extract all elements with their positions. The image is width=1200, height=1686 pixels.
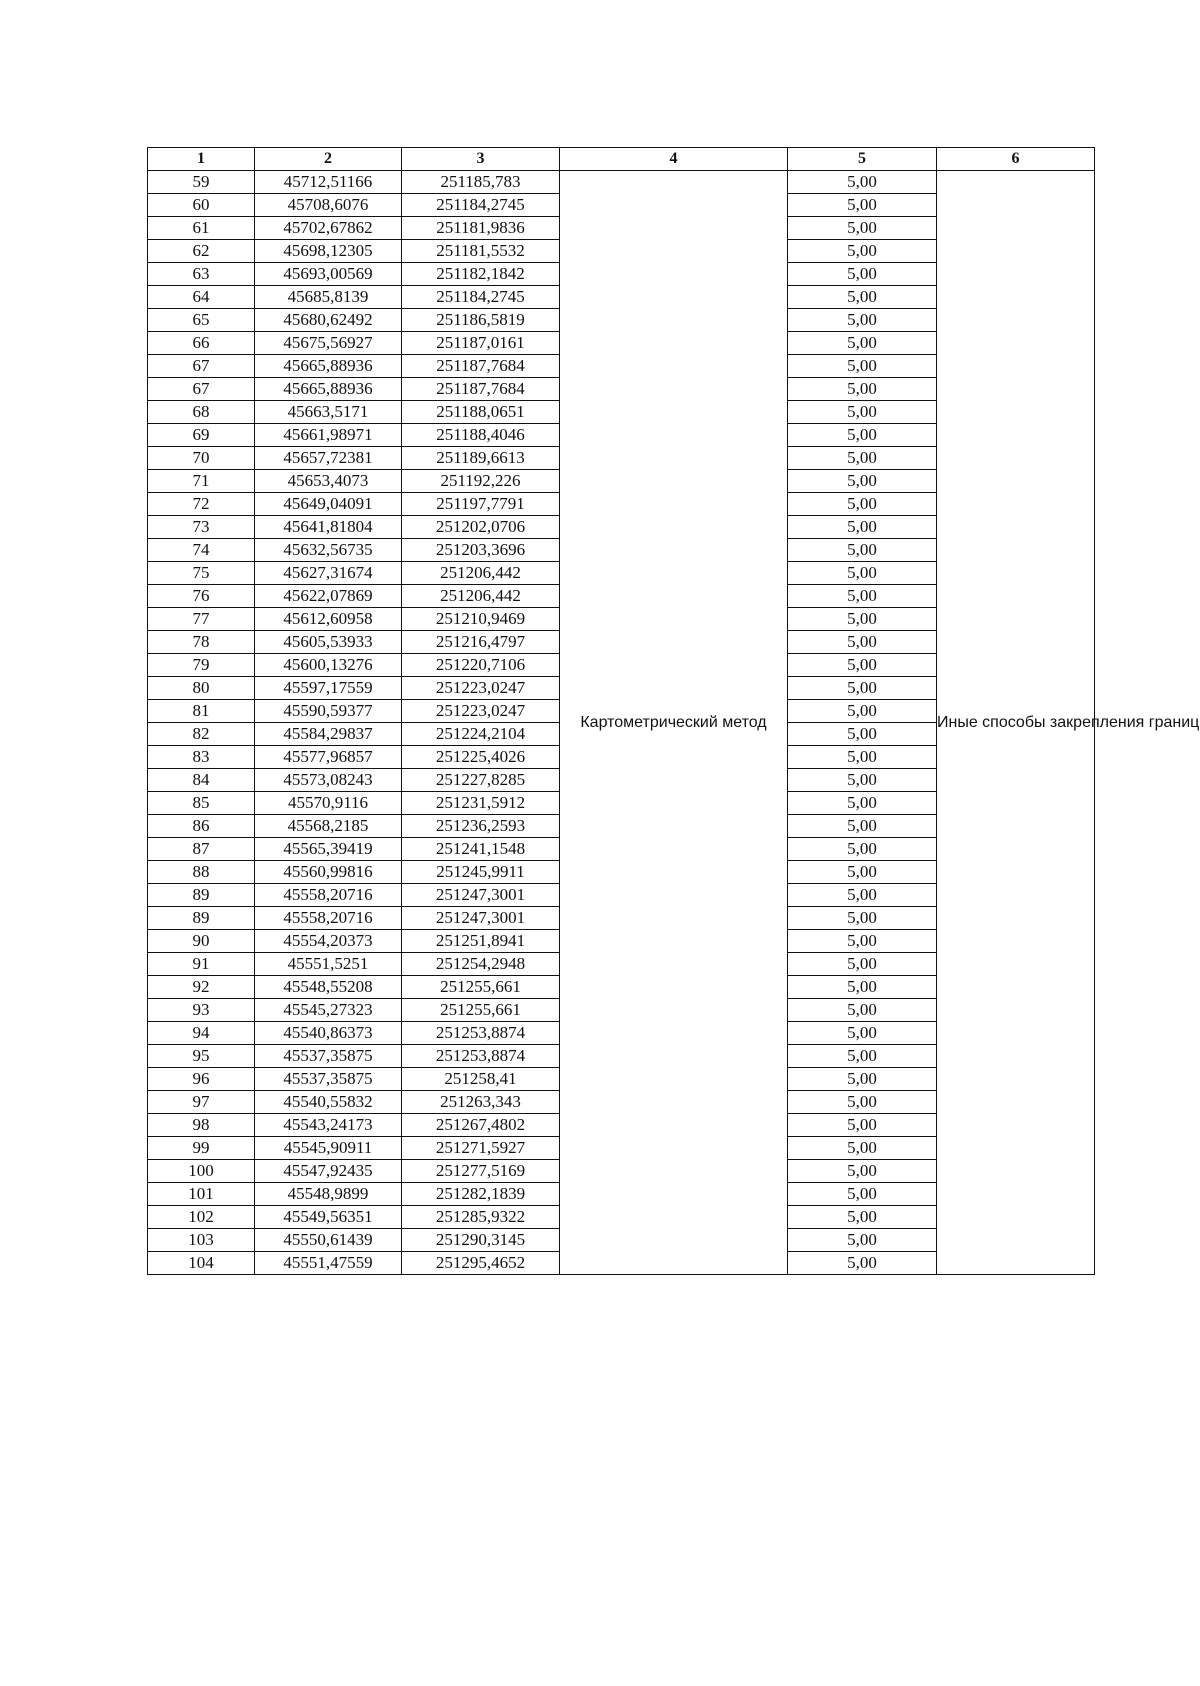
x-coordinate-cell: 45590,59377 <box>255 700 402 723</box>
y-coordinate-cell: 251220,7106 <box>402 654 560 677</box>
accuracy-cell: 5,00 <box>788 470 937 493</box>
accuracy-cell: 5,00 <box>788 838 937 861</box>
x-coordinate-cell: 45577,96857 <box>255 746 402 769</box>
point-number-cell: 86 <box>148 815 255 838</box>
x-coordinate-cell: 45665,88936 <box>255 355 402 378</box>
x-coordinate-cell: 45540,86373 <box>255 1022 402 1045</box>
table-body <box>148 171 1200 1275</box>
accuracy-cell: 5,00 <box>788 493 937 516</box>
point-number-cell: 96 <box>148 1068 255 1091</box>
point-number-cell: 97 <box>148 1091 255 1114</box>
point-number-cell: 67 <box>148 355 255 378</box>
point-number-cell: 90 <box>148 930 255 953</box>
x-coordinate-cell: 45573,08243 <box>255 769 402 792</box>
point-number-cell: 81 <box>148 700 255 723</box>
x-coordinate-cell: 45702,67862 <box>255 217 402 240</box>
accuracy-cell: 5,00 <box>788 1229 937 1252</box>
point-number-cell: 100 <box>148 1160 255 1183</box>
x-coordinate-cell: 45545,27323 <box>255 999 402 1022</box>
header-cell: 3 <box>402 148 560 171</box>
accuracy-cell: 5,00 <box>788 309 937 332</box>
accuracy-cell: 5,00 <box>788 539 937 562</box>
header-cell: 2 <box>255 148 402 171</box>
coordinates-table <box>147 147 1200 1275</box>
accuracy-cell: 5,00 <box>788 746 937 769</box>
accuracy-cell: 5,00 <box>788 1068 937 1091</box>
x-coordinate-cell: 45551,47559 <box>255 1252 402 1275</box>
point-number-cell: 76 <box>148 585 255 608</box>
point-number-cell: 94 <box>148 1022 255 1045</box>
accuracy-cell: 5,00 <box>788 654 937 677</box>
y-coordinate-cell: 251187,7684 <box>402 355 560 378</box>
y-coordinate-cell: 251188,0651 <box>402 401 560 424</box>
y-coordinate-cell: 251255,661 <box>402 999 560 1022</box>
x-coordinate-cell: 45597,17559 <box>255 677 402 700</box>
x-coordinate-cell: 45663,5171 <box>255 401 402 424</box>
accuracy-cell: 5,00 <box>788 930 937 953</box>
x-coordinate-cell: 45550,61439 <box>255 1229 402 1252</box>
point-number-cell: 67 <box>148 378 255 401</box>
y-coordinate-cell: 251206,442 <box>402 585 560 608</box>
x-coordinate-cell: 45657,72381 <box>255 447 402 470</box>
table-row <box>148 171 1095 194</box>
point-number-cell: 73 <box>148 516 255 539</box>
x-coordinate-cell: 45537,35875 <box>255 1045 402 1068</box>
x-coordinate-cell: 45708,6076 <box>255 194 402 217</box>
point-number-cell: 60 <box>148 194 255 217</box>
x-coordinate-cell: 45641,81804 <box>255 516 402 539</box>
accuracy-cell: 5,00 <box>788 332 937 355</box>
y-coordinate-cell: 251285,9322 <box>402 1206 560 1229</box>
y-coordinate-cell: 251188,4046 <box>402 424 560 447</box>
header-cell: 6 <box>937 148 1095 171</box>
x-coordinate-cell: 45558,20716 <box>255 884 402 907</box>
y-coordinate-cell: 251189,6613 <box>402 447 560 470</box>
point-number-cell: 101 <box>148 1183 255 1206</box>
y-coordinate-cell: 251253,8874 <box>402 1022 560 1045</box>
point-number-cell: 93 <box>148 999 255 1022</box>
accuracy-cell: 5,00 <box>788 1114 937 1137</box>
accuracy-cell: 5,00 <box>788 861 937 884</box>
accuracy-cell: 5,00 <box>788 424 937 447</box>
x-coordinate-cell: 45627,31674 <box>255 562 402 585</box>
x-coordinate-cell: 45600,13276 <box>255 654 402 677</box>
x-coordinate-cell: 45712,51166 <box>255 171 402 194</box>
accuracy-cell: 5,00 <box>788 1252 937 1275</box>
y-coordinate-cell: 251187,7684 <box>402 378 560 401</box>
x-coordinate-cell: 45549,56351 <box>255 1206 402 1229</box>
y-coordinate-cell: 251282,1839 <box>402 1183 560 1206</box>
y-coordinate-cell: 251203,3696 <box>402 539 560 562</box>
header-cell: 4 <box>560 148 788 171</box>
y-coordinate-cell: 251216,4797 <box>402 631 560 654</box>
accuracy-cell: 5,00 <box>788 194 937 217</box>
point-number-cell: 98 <box>148 1114 255 1137</box>
accuracy-cell: 5,00 <box>788 999 937 1022</box>
y-coordinate-cell: 251255,661 <box>402 976 560 999</box>
x-coordinate-cell: 45653,4073 <box>255 470 402 493</box>
accuracy-cell: 5,00 <box>788 401 937 424</box>
accuracy-cell: 5,00 <box>788 815 937 838</box>
point-number-cell: 77 <box>148 608 255 631</box>
x-coordinate-cell: 45675,56927 <box>255 332 402 355</box>
point-number-cell: 59 <box>148 171 255 194</box>
y-coordinate-cell: 251223,0247 <box>402 700 560 723</box>
y-coordinate-cell: 251202,0706 <box>402 516 560 539</box>
accuracy-cell: 5,00 <box>788 516 937 539</box>
method-cell: Картометрический метод <box>560 171 788 1275</box>
accuracy-cell: 5,00 <box>788 907 937 930</box>
header-row <box>148 148 1095 171</box>
y-coordinate-cell: 251224,2104 <box>402 723 560 746</box>
y-coordinate-cell: 251251,8941 <box>402 930 560 953</box>
y-coordinate-cell: 251225,4026 <box>402 746 560 769</box>
x-coordinate-cell: 45570,9116 <box>255 792 402 815</box>
x-coordinate-cell: 45693,00569 <box>255 263 402 286</box>
y-coordinate-cell: 251258,41 <box>402 1068 560 1091</box>
y-coordinate-cell: 251236,2593 <box>402 815 560 838</box>
accuracy-cell: 5,00 <box>788 700 937 723</box>
point-number-cell: 79 <box>148 654 255 677</box>
accuracy-cell: 5,00 <box>788 171 937 194</box>
accuracy-cell: 5,00 <box>788 723 937 746</box>
point-number-cell: 78 <box>148 631 255 654</box>
accuracy-cell: 5,00 <box>788 585 937 608</box>
y-coordinate-cell: 251210,9469 <box>402 608 560 631</box>
accuracy-cell: 5,00 <box>788 976 937 999</box>
accuracy-cell: 5,00 <box>788 1022 937 1045</box>
x-coordinate-cell: 45612,60958 <box>255 608 402 631</box>
accuracy-cell: 5,00 <box>788 263 937 286</box>
point-number-cell: 83 <box>148 746 255 769</box>
point-number-cell: 80 <box>148 677 255 700</box>
accuracy-cell: 5,00 <box>788 1091 937 1114</box>
point-number-cell: 91 <box>148 953 255 976</box>
x-coordinate-cell: 45548,55208 <box>255 976 402 999</box>
accuracy-cell: 5,00 <box>788 608 937 631</box>
point-number-cell: 72 <box>148 493 255 516</box>
accuracy-cell: 5,00 <box>788 884 937 907</box>
accuracy-cell: 5,00 <box>788 378 937 401</box>
x-coordinate-cell: 45565,39419 <box>255 838 402 861</box>
y-coordinate-cell: 251187,0161 <box>402 332 560 355</box>
point-number-cell: 102 <box>148 1206 255 1229</box>
point-number-cell: 92 <box>148 976 255 999</box>
accuracy-cell: 5,00 <box>788 1183 937 1206</box>
point-number-cell: 70 <box>148 447 255 470</box>
y-coordinate-cell: 251231,5912 <box>402 792 560 815</box>
x-coordinate-cell: 45685,8139 <box>255 286 402 309</box>
x-coordinate-cell: 45661,98971 <box>255 424 402 447</box>
x-coordinate-cell: 45558,20716 <box>255 907 402 930</box>
header-cell: 5 <box>788 148 937 171</box>
point-number-cell: 89 <box>148 884 255 907</box>
point-number-cell: 71 <box>148 470 255 493</box>
x-coordinate-cell: 45680,62492 <box>255 309 402 332</box>
accuracy-cell: 5,00 <box>788 792 937 815</box>
point-number-cell: 84 <box>148 769 255 792</box>
accuracy-cell: 5,00 <box>788 447 937 470</box>
accuracy-cell: 5,00 <box>788 631 937 654</box>
point-number-cell: 68 <box>148 401 255 424</box>
point-number-cell: 65 <box>148 309 255 332</box>
accuracy-cell: 5,00 <box>788 240 937 263</box>
x-coordinate-cell: 45554,20373 <box>255 930 402 953</box>
y-coordinate-cell: 251277,5169 <box>402 1160 560 1183</box>
point-number-cell: 75 <box>148 562 255 585</box>
x-coordinate-cell: 45547,92435 <box>255 1160 402 1183</box>
point-number-cell: 99 <box>148 1137 255 1160</box>
y-coordinate-cell: 251182,1842 <box>402 263 560 286</box>
accuracy-cell: 5,00 <box>788 1045 937 1068</box>
y-coordinate-cell: 251197,7791 <box>402 493 560 516</box>
y-coordinate-cell: 251241,1548 <box>402 838 560 861</box>
x-coordinate-cell: 45698,12305 <box>255 240 402 263</box>
y-coordinate-cell: 251295,4652 <box>402 1252 560 1275</box>
point-number-cell: 82 <box>148 723 255 746</box>
y-coordinate-cell: 251263,343 <box>402 1091 560 1114</box>
y-coordinate-cell: 251186,5819 <box>402 309 560 332</box>
accuracy-cell: 5,00 <box>788 953 937 976</box>
x-coordinate-cell: 45560,99816 <box>255 861 402 884</box>
point-number-cell: 95 <box>148 1045 255 1068</box>
y-coordinate-cell: 251254,2948 <box>402 953 560 976</box>
accuracy-cell: 5,00 <box>788 1160 937 1183</box>
accuracy-cell: 5,00 <box>788 1206 937 1229</box>
y-coordinate-cell: 251181,5532 <box>402 240 560 263</box>
point-number-cell: 104 <box>148 1252 255 1275</box>
accuracy-cell: 5,00 <box>788 677 937 700</box>
y-coordinate-cell: 251267,4802 <box>402 1114 560 1137</box>
x-coordinate-cell: 45551,5251 <box>255 953 402 976</box>
y-coordinate-cell: 251227,8285 <box>402 769 560 792</box>
y-coordinate-cell: 251181,9836 <box>402 217 560 240</box>
x-coordinate-cell: 45548,9899 <box>255 1183 402 1206</box>
y-coordinate-cell: 251253,8874 <box>402 1045 560 1068</box>
x-coordinate-cell: 45540,55832 <box>255 1091 402 1114</box>
point-number-cell: 63 <box>148 263 255 286</box>
accuracy-cell: 5,00 <box>788 769 937 792</box>
point-number-cell: 61 <box>148 217 255 240</box>
x-coordinate-cell: 45665,88936 <box>255 378 402 401</box>
x-coordinate-cell: 45537,35875 <box>255 1068 402 1091</box>
header-cell: 1 <box>148 148 255 171</box>
y-coordinate-cell: 251206,442 <box>402 562 560 585</box>
fixing-method-cell: Иные способы закрепления границ <box>937 171 1095 1275</box>
point-number-cell: 69 <box>148 424 255 447</box>
accuracy-cell: 5,00 <box>788 1137 937 1160</box>
point-number-cell: 103 <box>148 1229 255 1252</box>
y-coordinate-cell: 251290,3145 <box>402 1229 560 1252</box>
accuracy-cell: 5,00 <box>788 217 937 240</box>
point-number-cell: 85 <box>148 792 255 815</box>
point-number-cell: 64 <box>148 286 255 309</box>
x-coordinate-cell: 45568,2185 <box>255 815 402 838</box>
point-number-cell: 74 <box>148 539 255 562</box>
y-coordinate-cell: 251184,2745 <box>402 194 560 217</box>
point-number-cell: 87 <box>148 838 255 861</box>
x-coordinate-cell: 45545,90911 <box>255 1137 402 1160</box>
accuracy-cell: 5,00 <box>788 562 937 585</box>
accuracy-cell: 5,00 <box>788 355 937 378</box>
point-number-cell: 62 <box>148 240 255 263</box>
y-coordinate-cell: 251185,783 <box>402 171 560 194</box>
x-coordinate-cell: 45584,29837 <box>255 723 402 746</box>
y-coordinate-cell: 251271,5927 <box>402 1137 560 1160</box>
x-coordinate-cell: 45605,53933 <box>255 631 402 654</box>
y-coordinate-cell: 251192,226 <box>402 470 560 493</box>
point-number-cell: 66 <box>148 332 255 355</box>
x-coordinate-cell: 45649,04091 <box>255 493 402 516</box>
y-coordinate-cell: 251247,3001 <box>402 884 560 907</box>
y-coordinate-cell: 251223,0247 <box>402 677 560 700</box>
accuracy-cell: 5,00 <box>788 286 937 309</box>
point-number-cell: 89 <box>148 907 255 930</box>
y-coordinate-cell: 251245,9911 <box>402 861 560 884</box>
x-coordinate-cell: 45632,56735 <box>255 539 402 562</box>
x-coordinate-cell: 45622,07869 <box>255 585 402 608</box>
point-number-cell: 88 <box>148 861 255 884</box>
y-coordinate-cell: 251184,2745 <box>402 286 560 309</box>
y-coordinate-cell: 251247,3001 <box>402 907 560 930</box>
x-coordinate-cell: 45543,24173 <box>255 1114 402 1137</box>
